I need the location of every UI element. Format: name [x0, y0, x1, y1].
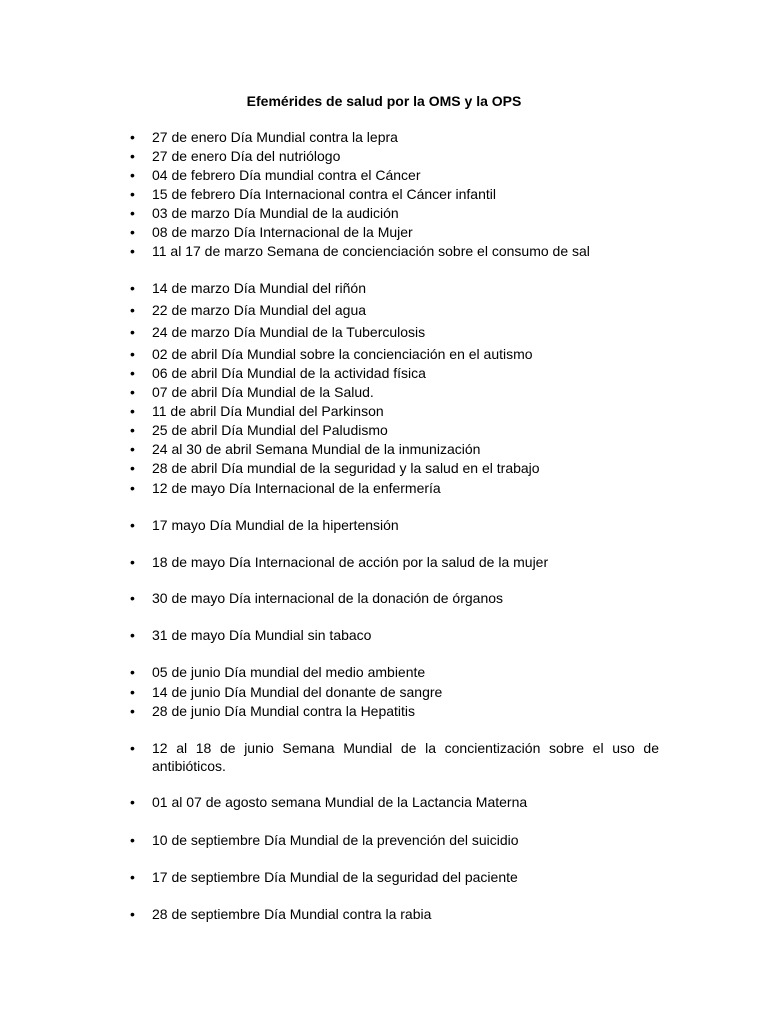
list-item-text: 10 de septiembre Día Mundial de la prevención del suicidio [152, 832, 519, 848]
list-item-text: 17 de septiembre Día Mundial de la seguridad del paciente [152, 869, 518, 885]
list-item [130, 553, 659, 571]
list-item [130, 459, 659, 477]
bullet-icon: • [130, 280, 135, 296]
list-item-text: 14 de junio Día Mundial del donante de sangre [152, 684, 443, 700]
list-item-text: 30 de mayo Día internacional de la donación de órganos [152, 590, 504, 606]
list-item [130, 683, 659, 701]
list-item [130, 516, 659, 534]
bullet-icon: • [130, 794, 135, 810]
bullet-icon: • [130, 346, 135, 362]
list-item-text: 28 de abril Día mundial de la seguridad y la salud en el trabajo [152, 460, 540, 476]
list-item [130, 831, 659, 849]
list-item [130, 868, 659, 886]
bullet-icon: • [130, 590, 135, 606]
list-item-text: 24 al 30 de abril Semana Mundial de la inmunización [152, 441, 481, 457]
list-item [130, 279, 659, 297]
bullet-icon: • [130, 684, 135, 700]
list-item-text: 15 de febrero Día Internacional contra el Cáncer infantil [152, 186, 496, 202]
bullet-icon: • [130, 384, 135, 400]
bullet-icon: • [130, 422, 135, 438]
list-item-text: 24 de marzo Día Mundial de la Tuberculosis [152, 324, 426, 340]
bullet-icon: • [130, 365, 135, 381]
list-item [130, 204, 659, 222]
list-item-text: 22 de marzo Día Mundial del agua [152, 302, 367, 318]
list-item-text: 12 al 18 de junio Semana Mundial de la concientización sobre el uso de antibióticos. [152, 740, 659, 774]
list-item [130, 793, 659, 811]
list-item-text: 07 de abril Día Mundial de la Salud. [152, 384, 374, 400]
list-item [130, 402, 659, 420]
bullet-icon: • [130, 403, 135, 419]
list-item [130, 223, 659, 241]
list-item-text: 11 al 17 de marzo Semana de concienciación sobre el consumo de sal [152, 243, 590, 259]
list-item [130, 479, 659, 497]
list-item-text: 08 de marzo Día Internacional de la Mujer [152, 224, 413, 240]
document-title: Efemérides de salud por la OMS y la OPS [246, 93, 522, 109]
list-item [130, 364, 659, 382]
bullet-icon: • [130, 703, 135, 719]
list-item [130, 626, 659, 644]
list-item [130, 128, 659, 146]
bullet-icon: • [130, 460, 135, 476]
list-item-text: 01 al 07 de agosto semana Mundial de la Lactancia Materna [152, 794, 528, 810]
list-item [130, 166, 659, 184]
bullet-icon: • [130, 740, 135, 756]
bullet-icon: • [130, 517, 135, 533]
list-item-text: 02 de abril Día Mundial sobre la concienciación en el autismo [152, 346, 533, 362]
bullet-icon: • [130, 627, 135, 643]
list-item [130, 739, 659, 775]
list-item [130, 185, 659, 203]
list-item [130, 663, 659, 681]
list-item [130, 242, 659, 260]
list-item-text: 05 de junio Día mundial del medio ambiente [152, 664, 426, 680]
bullet-icon: • [130, 324, 135, 340]
bullet-icon: • [130, 664, 135, 680]
bullet-icon: • [130, 148, 135, 164]
list-item [130, 440, 659, 458]
bullet-icon: • [130, 243, 135, 259]
list-item-text: 11 de abril Día Mundial del Parkinson [152, 403, 384, 419]
list-item [130, 702, 659, 720]
list-item-text: 12 de mayo Día Internacional de la enfermería [152, 480, 441, 496]
bullet-icon: • [130, 554, 135, 570]
list-item-text: 28 de junio Día Mundial contra la Hepatitis [152, 703, 416, 719]
list-item-text: 27 de enero Día del nutriólogo [152, 148, 341, 164]
list-item [130, 383, 659, 401]
list-item-text: 04 de febrero Día mundial contra el Cáncer [152, 167, 421, 183]
bullet-icon: • [130, 832, 135, 848]
bullet-icon: • [130, 302, 135, 318]
bullet-icon: • [130, 205, 135, 221]
list-item-text: 17 mayo Día Mundial de la hipertensión [152, 517, 399, 533]
list-item-text: 18 de mayo Día Internacional de acción por la salud de la mujer [152, 554, 549, 570]
bullet-icon: • [130, 869, 135, 885]
bullet-icon: • [130, 167, 135, 183]
bullet-icon: • [130, 129, 135, 145]
list-item [130, 323, 659, 341]
bullet-icon: • [130, 480, 135, 496]
list-item-text: 14 de marzo Día Mundial del riñón [152, 280, 367, 296]
list-item [130, 301, 659, 319]
list-item [130, 905, 659, 923]
list-item-text: 27 de enero Día Mundial contra la lepra [152, 129, 398, 145]
bullet-icon: • [130, 224, 135, 240]
bullet-icon: • [130, 186, 135, 202]
list-item-text: 25 de abril Día Mundial del Paludismo [152, 422, 388, 438]
list-item [130, 421, 659, 439]
list-item [130, 589, 659, 607]
list-item [130, 147, 659, 165]
list-item-text: 03 de marzo Día Mundial de la audición [152, 205, 399, 221]
list-item-text: 28 de septiembre Día Mundial contra la rabia [152, 906, 432, 922]
list-item-text: 31 de mayo Día Mundial sin tabaco [152, 627, 372, 643]
list-item-text: 06 de abril Día Mundial de la actividad física [152, 365, 426, 381]
bullet-icon: • [130, 441, 135, 457]
bullet-icon: • [130, 906, 135, 922]
list-item [130, 345, 659, 363]
